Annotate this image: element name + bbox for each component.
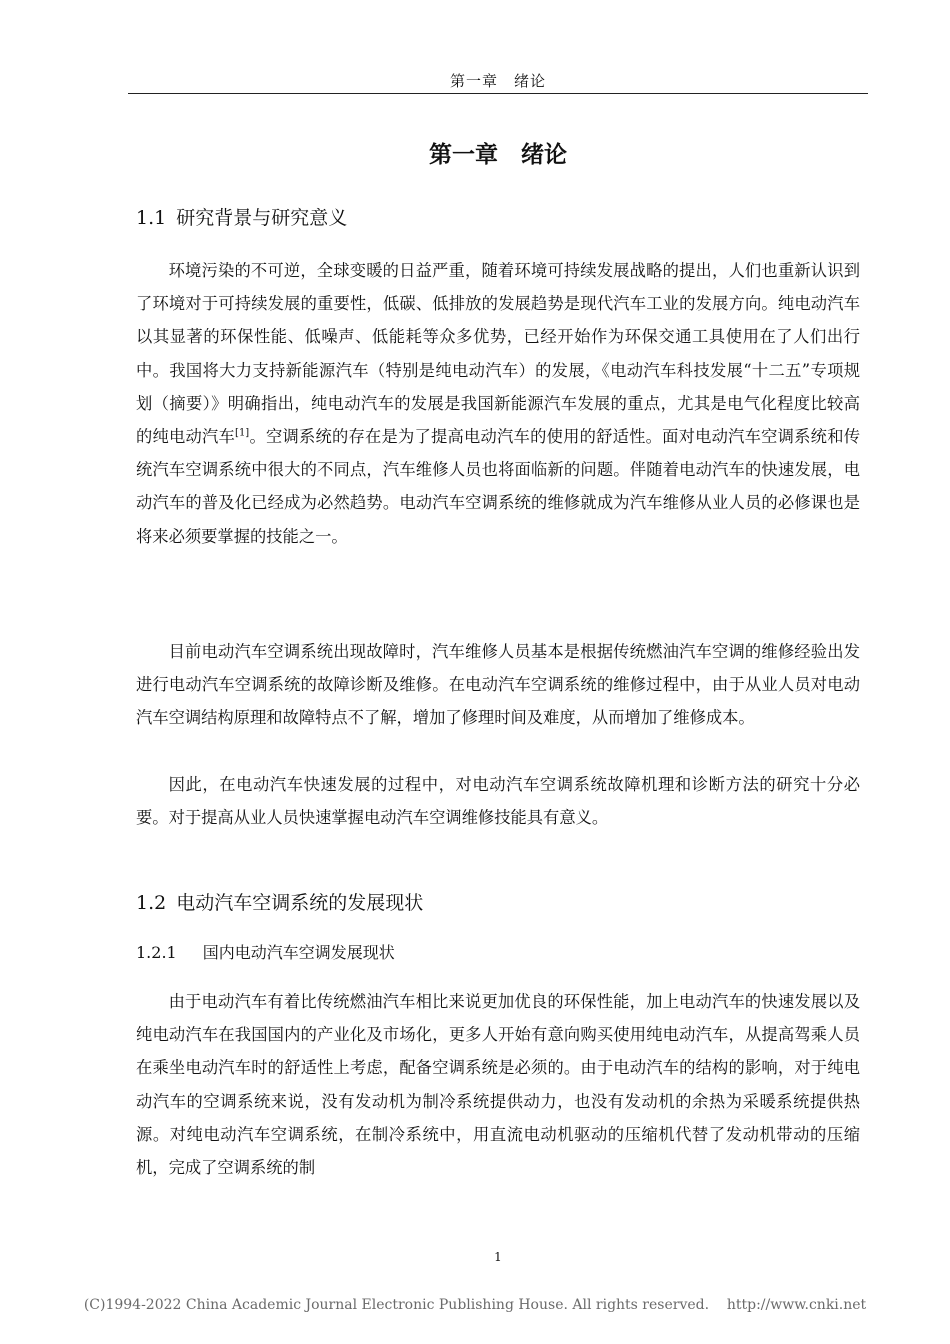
section-heading-1-2: [136, 888, 423, 915]
section-number: 1.1: [136, 207, 167, 229]
chapter-title: 第一章 绪论: [429, 142, 567, 168]
header-rule: [128, 93, 868, 94]
paragraph-conclusion: 因此，在电动汽车快速发展的过程中，对电动汽车空调系统故障机理和诊断方法的研究十分必要。对于提高从业人员快速掌握电动汽车空调维修技能具有意义。: [136, 775, 860, 828]
citation-marker: [1]: [235, 427, 250, 439]
subsection-title: 国内电动汽车空调发展现状: [202, 943, 395, 962]
running-header: 第一章 绪论: [449, 72, 546, 90]
paragraph-current-status: 目前电动汽车空调系统出现故障时，汽车维修人员基本是根据传统燃油汽车空调的维修经验出发进行电动汽车空调系统的故障诊断及维修。在电动汽车空调系统的维修过程中，由于从业人员对电动汽车空调结构原理和故障特点不了解，增加了修理时间及难度，从而增加了维修成本。: [136, 642, 860, 728]
section-title: 电动汽车空调系统的发展现状: [176, 892, 424, 914]
section-number: 1.2: [136, 892, 167, 914]
section-title: 研究背景与研究意义: [176, 207, 348, 229]
subsection-heading-1-2-1: [136, 940, 395, 963]
paragraph-domestic-development: 由于电动汽车有着比传统燃油汽车相比来说更加优良的环保性能，加上电动汽车的快速发展以及纯电动汽车在我国国内的产业化及市场化，更多人开始有意向购买使用纯电动汽车，从提高驾乘人员在乘坐电动汽车时的舒适性上考虑，配备空调系统是必须的。由于电动汽车的结构的影响，对于纯电动汽车的空调系统来说，没有发动机为制冷系统提供动力，也没有发动机的余热为采暖系统提供热源。对纯电动汽车空调系统，在制冷系统中，用直流电动机驱动的压缩机代替了发动机带动的压缩机，完成了空调系统的制: [136, 992, 860, 1178]
page-number: 1: [494, 1250, 502, 1264]
copyright-notice: (C)1994-2022 China Academic Journal Electronic Publishing House. All rights reserved. http://www.cnki.net: [83, 1297, 867, 1313]
paragraph-background: [136, 254, 860, 553]
paragraph-text: 。空调系统的存在是为了提高电动汽车的使用的舒适性。面对电动汽车空调系统和传统汽车空调系统中很大的不同点，汽车维修人员也将面临新的问题。伴随着电动汽车的快速发展，电动汽车的普及化已经成为必然趋势。电动汽车空调系统的维修就成为汽车维修从业人员的必修课也是将来必须要掌握的技能之一。: [136, 427, 860, 546]
subsection-number: 1.2.1: [136, 943, 177, 962]
section-heading-1-1: [136, 203, 347, 230]
paragraph-text: 环境污染的不可逆，全球变暖的日益严重，随着环境可持续发展战略的提出，人们也重新认识到了环境对于可持续发展的重要性，低碳、低排放的发展趋势是现代汽车工业的发展方向。纯电动汽车以其显著的环保性能、低噪声、低能耗等众多优势，已经开始作为环保交通工具使用在了人们出行中。我国将大力支持新能源汽车（特别是纯电动汽车）的发展，《电动汽车科技发展“十二五”专项规划（摘要）》明确指出，纯电动汽车的发展是我国新能源汽车发展的重点，尤其是电气化程度比较高的纯电动汽车: [136, 261, 860, 447]
